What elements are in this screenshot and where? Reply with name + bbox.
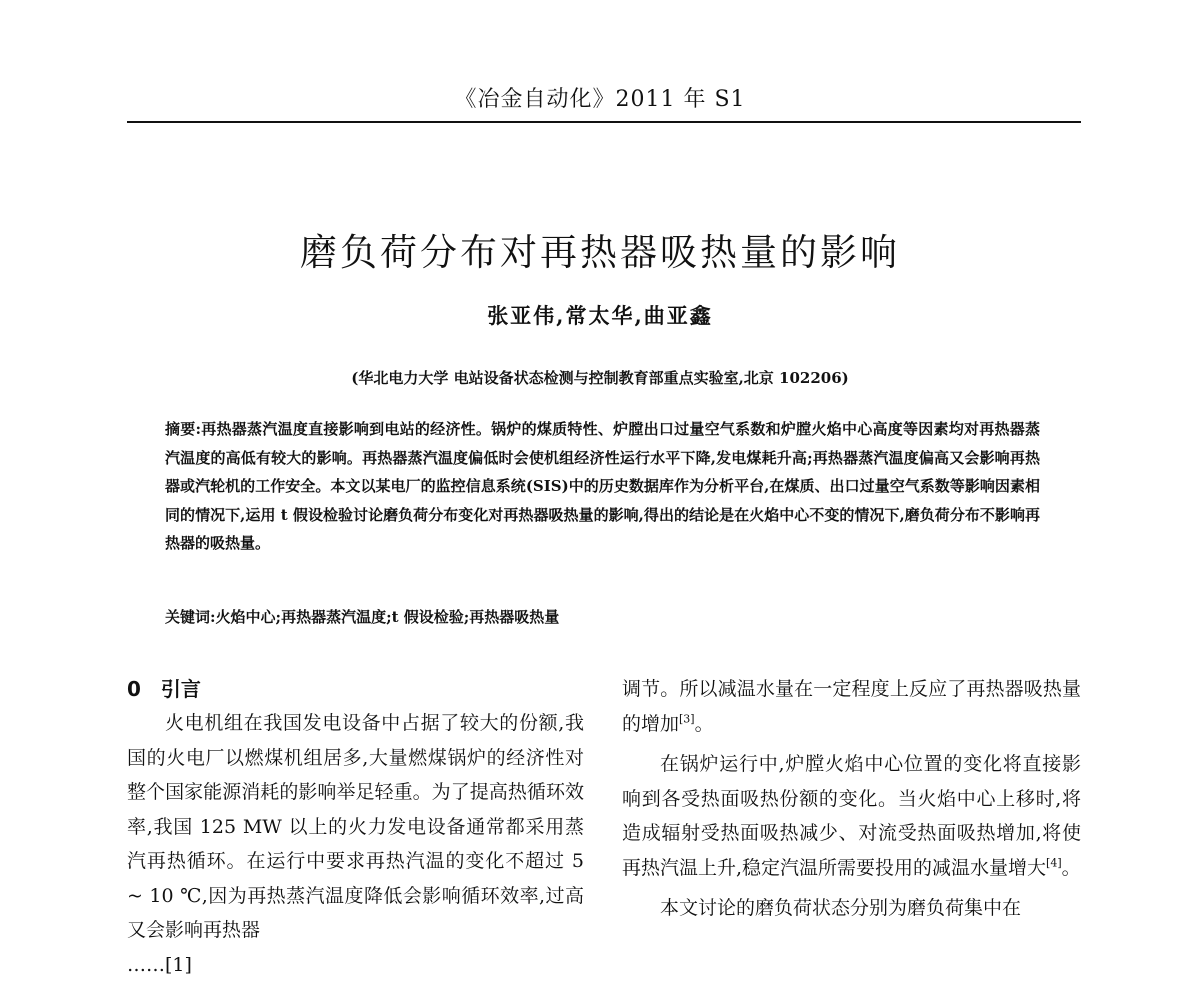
affiliation: (华北电力大学 电站设备状态检测与控制教育部重点实验室,北京 102206)	[351, 369, 849, 387]
right-paragraph-3: 本文讨论的磨负荷状态分别为磨负荷集中在	[660, 897, 1022, 919]
section-title: 引言	[160, 677, 201, 701]
abstract	[165, 415, 1040, 558]
right-paragraph-2-end: 。	[1061, 856, 1081, 879]
keywords-label: 关键词:	[165, 608, 216, 626]
header-rule	[127, 121, 1081, 123]
citation-4: [4]	[1046, 856, 1062, 870]
right-paragraph-1-text: 调节。所以减温水量在一定程度上反应了再热器吸热量的增加	[622, 678, 1081, 735]
right-column	[622, 672, 1081, 926]
journal-header: 《冶金自动化》2011 年 S1	[454, 87, 746, 112]
intro-paragraph-cut-line: ……[1]	[127, 953, 192, 976]
right-paragraph-1-end: 。	[694, 712, 714, 735]
section-number: 0	[127, 677, 141, 701]
citation-3: [3]	[679, 712, 695, 726]
paper-title: 磨负荷分布对再热器吸热量的影响	[300, 231, 900, 274]
intro-paragraph: 火电机组在我国发电设备中占据了较大的份额,我国的火电厂以燃煤机组居多,大量燃煤锅炉的经济性对整个国家能源消耗的影响举足轻重。为了提高热循环效率,我国 125 MW 以上的火力发电设备通常都采用蒸汽再热循环。在运行中要求再热汽温的变化不超过 5 ~ 10 ℃,因为再热蒸汽温度降低会影响循环效率,过高又会影响再热器	[127, 712, 584, 941]
section-heading	[127, 672, 584, 706]
right-paragraph-1	[622, 672, 1081, 741]
left-column	[127, 672, 584, 976]
right-paragraph-2	[622, 747, 1081, 885]
keywords-text: 火焰中心;再热器蒸汽温度;t 假设检验;再热器吸热量	[215, 608, 560, 626]
keywords	[165, 603, 1040, 631]
abstract-label: 摘要:	[165, 420, 202, 438]
right-paragraph-2-text: 在锅炉运行中,炉膛火焰中心位置的变化将直接影响到各受热面吸热份额的变化。当火焰中心上移时,将造成辐射受热面吸热减少、对流受热面吸热增加,将使再热汽温上升,稳定汽温所需要投用的减温水量增大	[622, 753, 1081, 879]
authors: 张亚伟,常太华,曲亚鑫	[487, 303, 713, 328]
abstract-text: 再热器蒸汽温度直接影响到电站的经济性。锅炉的煤质特性、炉膛出口过量空气系数和炉膛火焰中心高度等因素均对再热器蒸汽温度的高低有较大的影响。再热器蒸汽温度偏低时会使机组经济性运行水平下降,发电煤耗升高;再热器蒸汽温度偏高又会影响再热器或汽轮机的工作安全。本文以某电厂的监控信息系统(SIS)中的历史数据库作为分析平台,在煤质、出口过量空气系数等影响因素相同的情况下,运用 t 假设检验讨论磨负荷分布变化对再热器吸热量的影响,得出的结论是在火焰中心不变的情况下,磨负荷分布不影响再热器的吸热量。	[165, 420, 1040, 553]
